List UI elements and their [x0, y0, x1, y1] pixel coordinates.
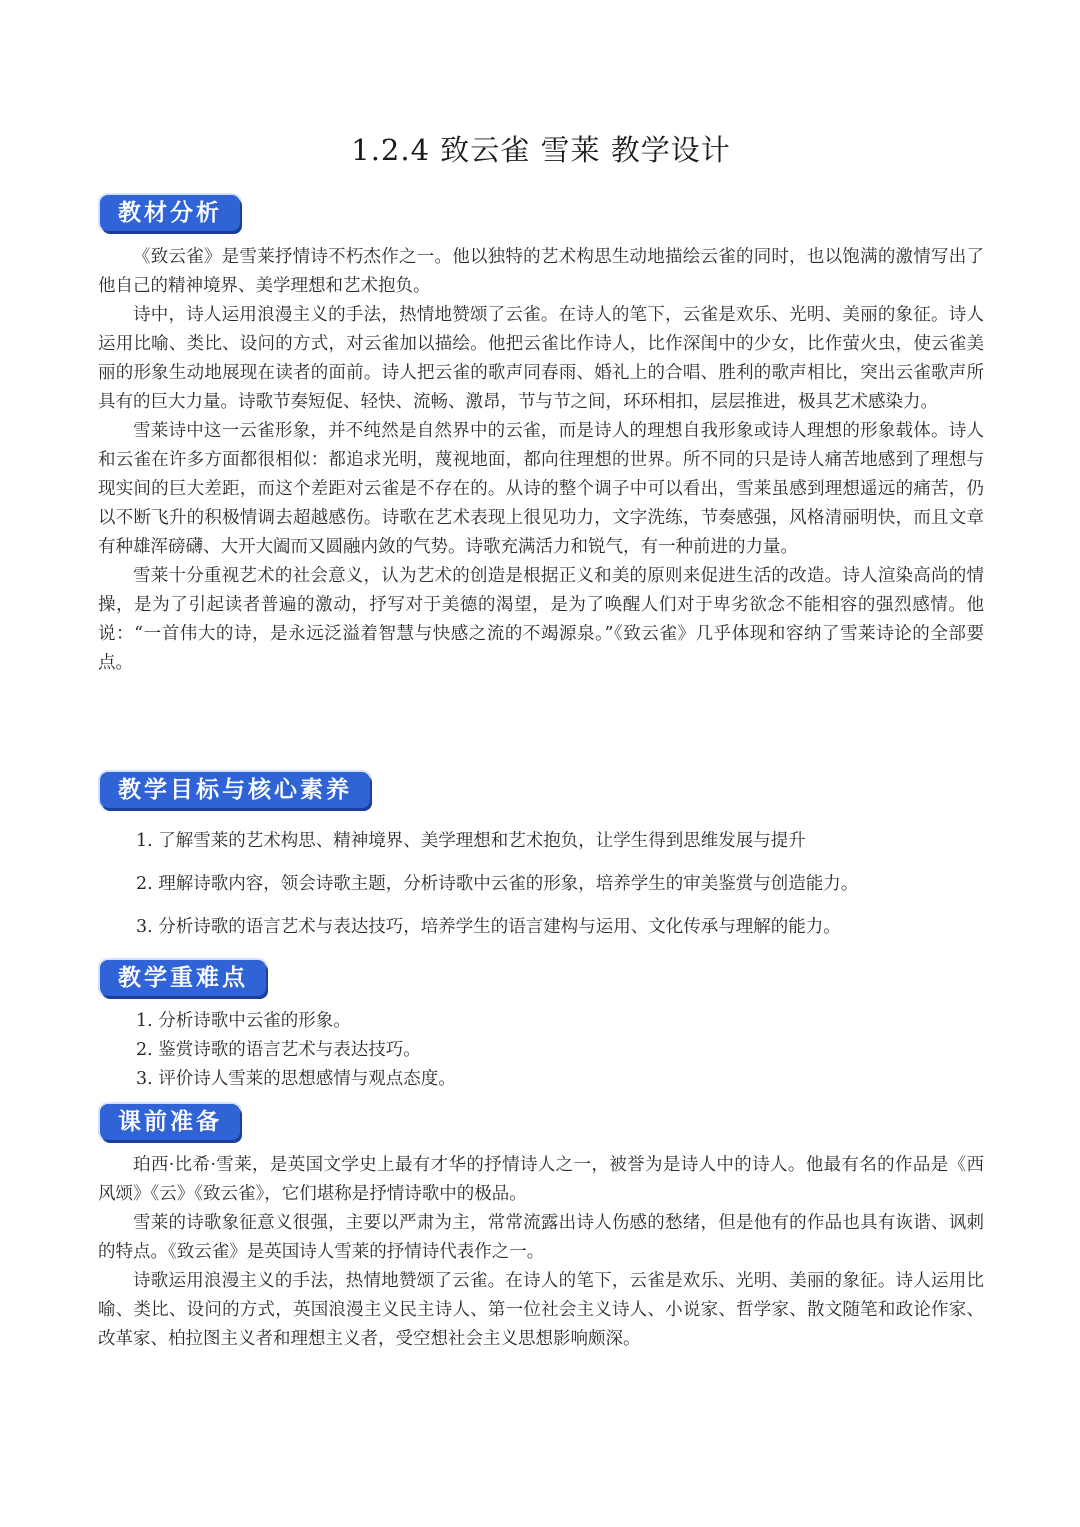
- goal-item: 3. 分析诗歌的语言艺术与表达技巧，培养学生的语言建构与运用、文化传承与理解的能力。: [136, 917, 841, 937]
- analysis-paragraph: 诗中，诗人运用浪漫主义的手法，热情地赞颂了云雀。在诗人的笔下，云雀是欢乐、光明、美丽的象征。诗人运用比喻、类比、设问的方式，对云雀加以描绘。他把云雀比作诗人，比作深闺中的少女，比作萤火虫，使云雀美丽的形象生动地展现在读者的面前。诗人把云雀的歌声同春雨、婚礼上的合唱、胜利的歌声相比，突出云雀歌声所具有的巨大力量。诗歌节奏短促、轻快、流畅、激昂，节与节之间，环环相扣，层层推进，极具艺术感染力。: [98, 305, 984, 412]
- section-heading-goals: 教学目标与核心素养: [100, 772, 370, 808]
- preparation-paragraph: 诗歌运用浪漫主义的手法，热情地赞颂了云雀。在诗人的笔下，云雀是欢乐、光明、美丽的象征。诗人运用比喻、类比、设问的方式，英国浪漫主义民主诗人、第一位社会主义诗人、小说家、哲学家、散文随笔和政论作家、改革家、柏拉图主义者和理想主义者，受空想社会主义思想影响颇深。: [98, 1271, 984, 1349]
- preparation-paragraph: 珀西·比希·雪莱，是英国文学史上最有才华的抒情诗人之一，被誉为是诗人中的诗人。他最有名的作品是《西风颂》《云》《致云雀》，它们堪称是抒情诗歌中的极品。: [98, 1155, 984, 1204]
- preparation-section: [98, 1151, 984, 1354]
- key-point-item: 2. 鉴赏诗歌的语言艺术与表达技巧。: [136, 1040, 421, 1060]
- key-points-list: [98, 1007, 984, 1094]
- analysis-paragraph: 《致云雀》是雪莱抒情诗不朽杰作之一。他以独特的艺术构思生动地描绘云雀的同时，也以饱满的激情写出了他自己的精神境界、美学理想和艺术抱负。: [98, 247, 984, 296]
- preparation-paragraph: 雪莱的诗歌象征意义很强，主要以严肃为主，常常流露出诗人伤感的愁绪，但是他有的作品也具有诙谐、讽刺的特点。《致云雀》是英国诗人雪莱的抒情诗代表作之一。: [98, 1213, 984, 1262]
- section-heading-key-points: 教学重难点: [100, 960, 266, 996]
- analysis-paragraph: 雪莱诗中这一云雀形象，并不纯然是自然界中的云雀，而是诗人的理想自我形象或诗人理想的形象载体。诗人和云雀在许多方面都很相似：都追求光明，蔑视地面，都向往理想的世界。所不同的只是诗人痛苦地感到了理想与现实间的巨大差距，而这个差距对云雀是不存在的。从诗的整个调子中可以看出，雪莱虽感到理想遥远的痛苦，仍以不断飞升的积极情调去超越感伤。诗歌在艺术表现上很见功力，文字洗练，节奏感强，风格清丽明快，而且文章有种雄浑磅礴、大开大阖而又圆融内敛的气势。诗歌充满活力和锐气，有一种前进的力量。: [98, 421, 984, 557]
- analysis-section: [98, 243, 984, 678]
- section-heading-preparation: 课前准备: [100, 1104, 240, 1140]
- analysis-paragraph: 雪莱十分重视艺术的社会意义，认为艺术的创造是根据正义和美的原则来促进生活的改造。诗人渲染高尚的情操，是为了引起读者普遍的激动，抒写对于美德的渴望，是为了唤醒人们对于卑劣欲念不能相容的强烈感情。他说：“一首伟大的诗，是永远泛溢着智慧与快感之流的不竭源泉。”《致云雀》几乎体现和容纳了雪莱诗论的全部要点。: [98, 566, 984, 673]
- document-title: 1.2.4 致云雀 雪莱 教学设计: [351, 133, 731, 167]
- goal-item: 1. 了解雪莱的艺术构思、精神境界、美学理想和艺术抱负，让学生得到思维发展与提升: [136, 831, 806, 851]
- section-heading-analysis: 教材分析: [100, 195, 240, 231]
- goal-item: 2. 理解诗歌内容，领会诗歌主题，分析诗歌中云雀的形象，培养学生的审美鉴赏与创造能力。: [136, 874, 859, 894]
- goals-list: [98, 820, 984, 949]
- key-point-item: 3. 评价诗人雪莱的思想感情与观点态度。: [136, 1069, 456, 1089]
- key-point-item: 1. 分析诗歌中云雀的形象。: [136, 1011, 351, 1031]
